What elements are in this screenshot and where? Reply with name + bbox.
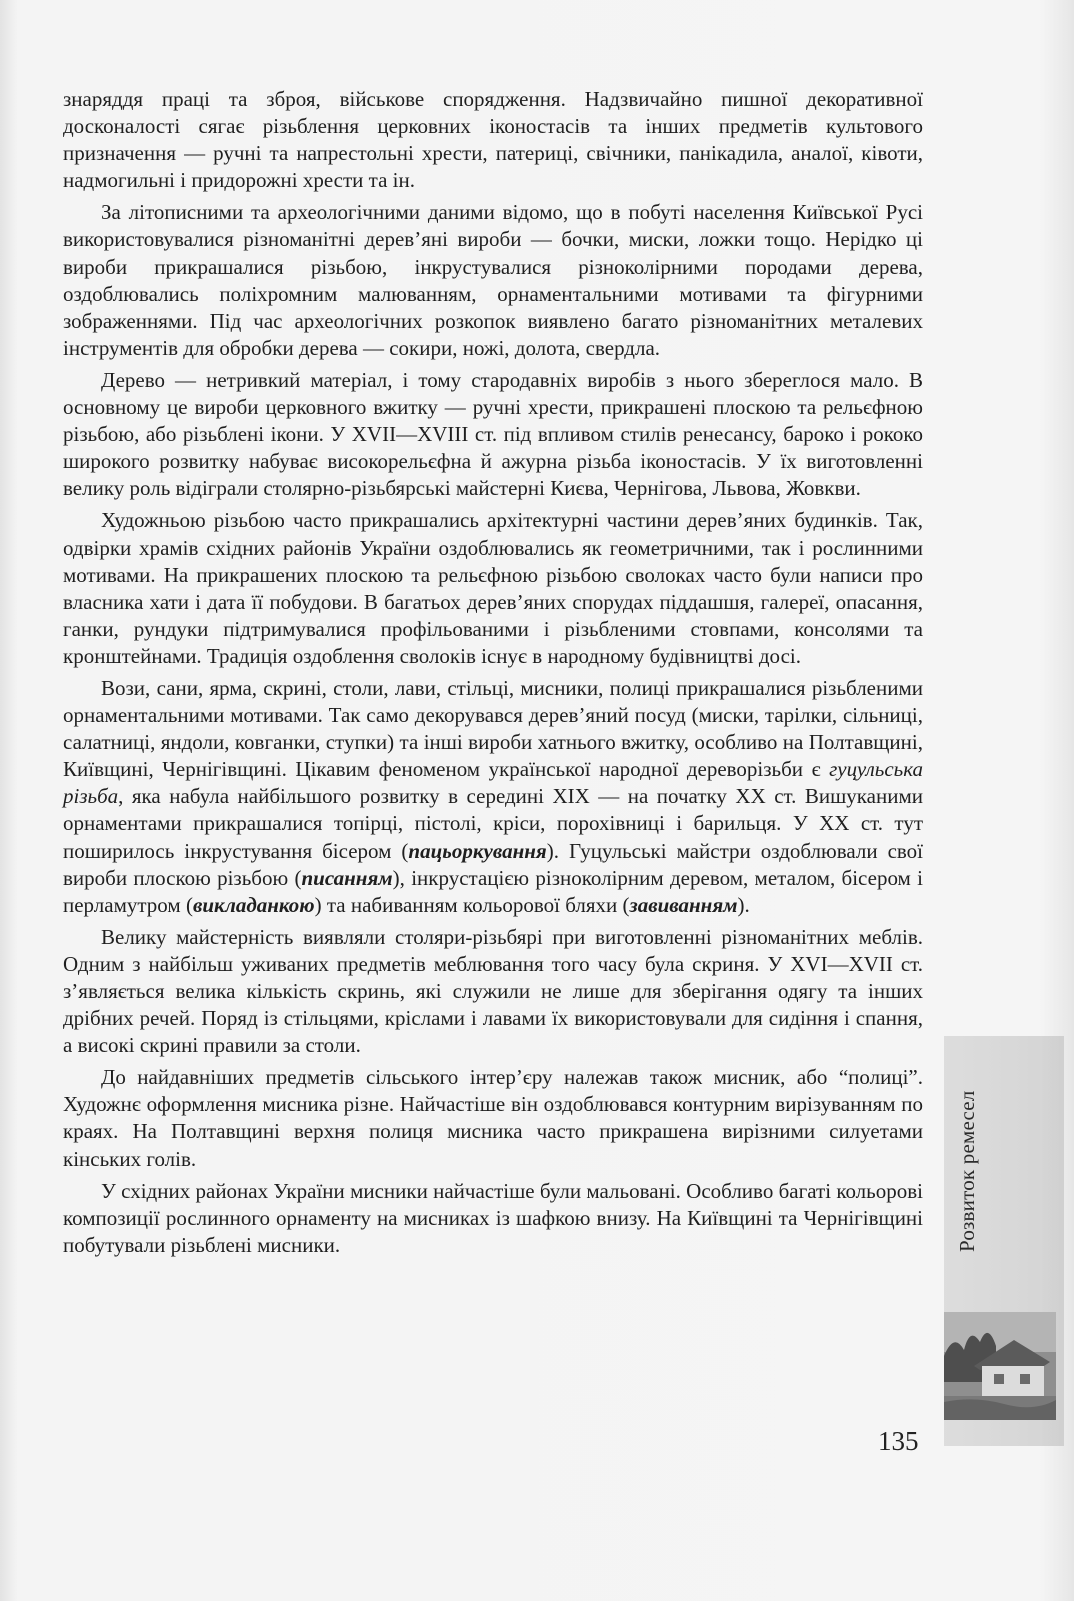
term-vykladankoiu: викладанкою bbox=[192, 892, 315, 917]
term-zavyvanniam: завиванням bbox=[629, 892, 738, 917]
paragraph-2: За літописними та археологічними даними відомо, що в побуті населення Київської Русі використовувалися різноманітні дерев’яні вироби — бочки, миски, ложки тощо. Нерідко ці вироби прикрашалися різьбою, інкрустувалися різноколірними породами дерева, оздоблювались поліхромним малюванням, орнаментальними мотивами та фігурними зображеннями. Під час археологічних розкопок виявлено багато різноманітних металевих інструментів для обробки дерева — сокири, ножі, долота, свердла. bbox=[63, 200, 923, 360]
paragraph-5-text: ). Гуцульські майстри оздоблювали свої вироби плоскою різьбою ( bbox=[63, 838, 924, 890]
paragraph-5-text: Вози, сани, ярма, скрині, столи, лави, стільці, мисники, полиці прикрашалися різьбленими орнаментальними мотивами. Так само декорувався дерев’яний посуд (миски, тарілки, сільниці, салатниці, яндоли, ковганки, ступки) та інші вироби хатнього вжитку, особливо на Полтавщині, Київщині, Чернігівщині. Цікавим феноменом української народної дереворізьби є bbox=[63, 675, 923, 782]
paragraph-1: знаряддя праці та зброя, військове спорядження. Надзвичайно пишної декоративної досконалості сягає різьблення церковних іконостасів та інших предметів культового призначення — ручні та напрестольні хрести, патериці, свічники, панікадила, аналої, ківоти, надмогильні і придорожні хрести та ін. bbox=[63, 87, 923, 193]
page-number: 135 bbox=[878, 1426, 919, 1456]
chapter-side-title: Розвиток ремесел bbox=[955, 1090, 979, 1252]
body-text bbox=[63, 86, 923, 1259]
paragraph-8: У східних районах України мисники найчастіше були мальовані. Особливо багаті кольорові композиції рослинного орнаменту на мисниках із шафкою внизу. На Київщині та Чернігівщині побутували різьблені мисники. bbox=[63, 1178, 923, 1257]
village-house-icon bbox=[944, 1312, 1056, 1420]
term-patsorkuvannia: пацьоркування bbox=[408, 838, 547, 863]
paragraph-4: Художньою різьбою часто прикрашались архітектурні частини дерев’яних будинків. Так, одвірки храмів східних районів України оздоблювались як геометричними, так і рослинними мотивами. На прикрашених плоскою та рельєфною різьбою сволоках часто були написи про власника хати і дата її побудови. В багатьох дерев’яних спорудах піддашшя, галереї, опасання, ганки, рундуки підтримувалися профільованими і різьбленими стовпами, консолями та кронштейнами. Традиція оздоблення сволоків існує в народному будівництві досі. bbox=[63, 508, 923, 668]
paragraph-5-text: ), інкрустацією різноколірним деревом, металом, бісером і перламутром ( bbox=[63, 865, 923, 917]
paragraph-5-text: ) та набиванням кольорової бляхи ( bbox=[314, 892, 630, 917]
paragraph-6: Велику майстерність виявляли столяри-різьбярі при виготовленні різноманітних меблів. Одним з найбільш уживаних предметів меблювання того часу була скриня. У XVI—XVII ст. з’являється велика кількість скринь, які служили не лише для зберігання одягу та інших дрібних речей. Поряд із стільцями, кріслами і лавами їх використовували для сидіння і спання, а високі скрині правили за столи. bbox=[63, 924, 923, 1058]
paragraph-5 bbox=[63, 675, 923, 919]
paragraph-5-text: ). bbox=[737, 892, 750, 917]
term-pysanniam: писанням bbox=[301, 865, 393, 890]
paragraph-7: До найдавніших предметів сільського інтер’єру належав також мисник, або “полиці”. Художнє оформлення мисника різне. Найчастіше він оздоблювався контурним вирізуванням по краях. На Полтавщині верхня полиця мисника часто прикрашена вирізними силуетами кінських голів. bbox=[63, 1065, 923, 1171]
term-hutsul-carving: гуцульська різьба bbox=[63, 757, 923, 809]
paragraph-5-text: , яка набула найбільшого розвитку в середині XIX — на початку XX ст. Вишуканими орнаментами прикрашалися топірці, пістолі, кріси, порохівниці і барильця. У XX ст. тут поширилось інкрустування бісером ( bbox=[63, 784, 923, 863]
paragraph-3: Дерево — нетривкий матеріал, і тому стародавніх виробів з нього збереглося мало. В основному це вироби церковного вжитку — ручні хрести, прикрашені плоскою та рельєфною різьбою, або різьблені ікони. У XVII—XVIII ст. під впливом стилів ренесансу, бароко і рококо широкого розвитку набуває високорельєфна й ажурна різьба іконостасів. У їх виготовленні велику роль відіграли столярно-різьбярські майстерні Києва, Чернігова, Львова, Жовкви. bbox=[63, 367, 923, 501]
